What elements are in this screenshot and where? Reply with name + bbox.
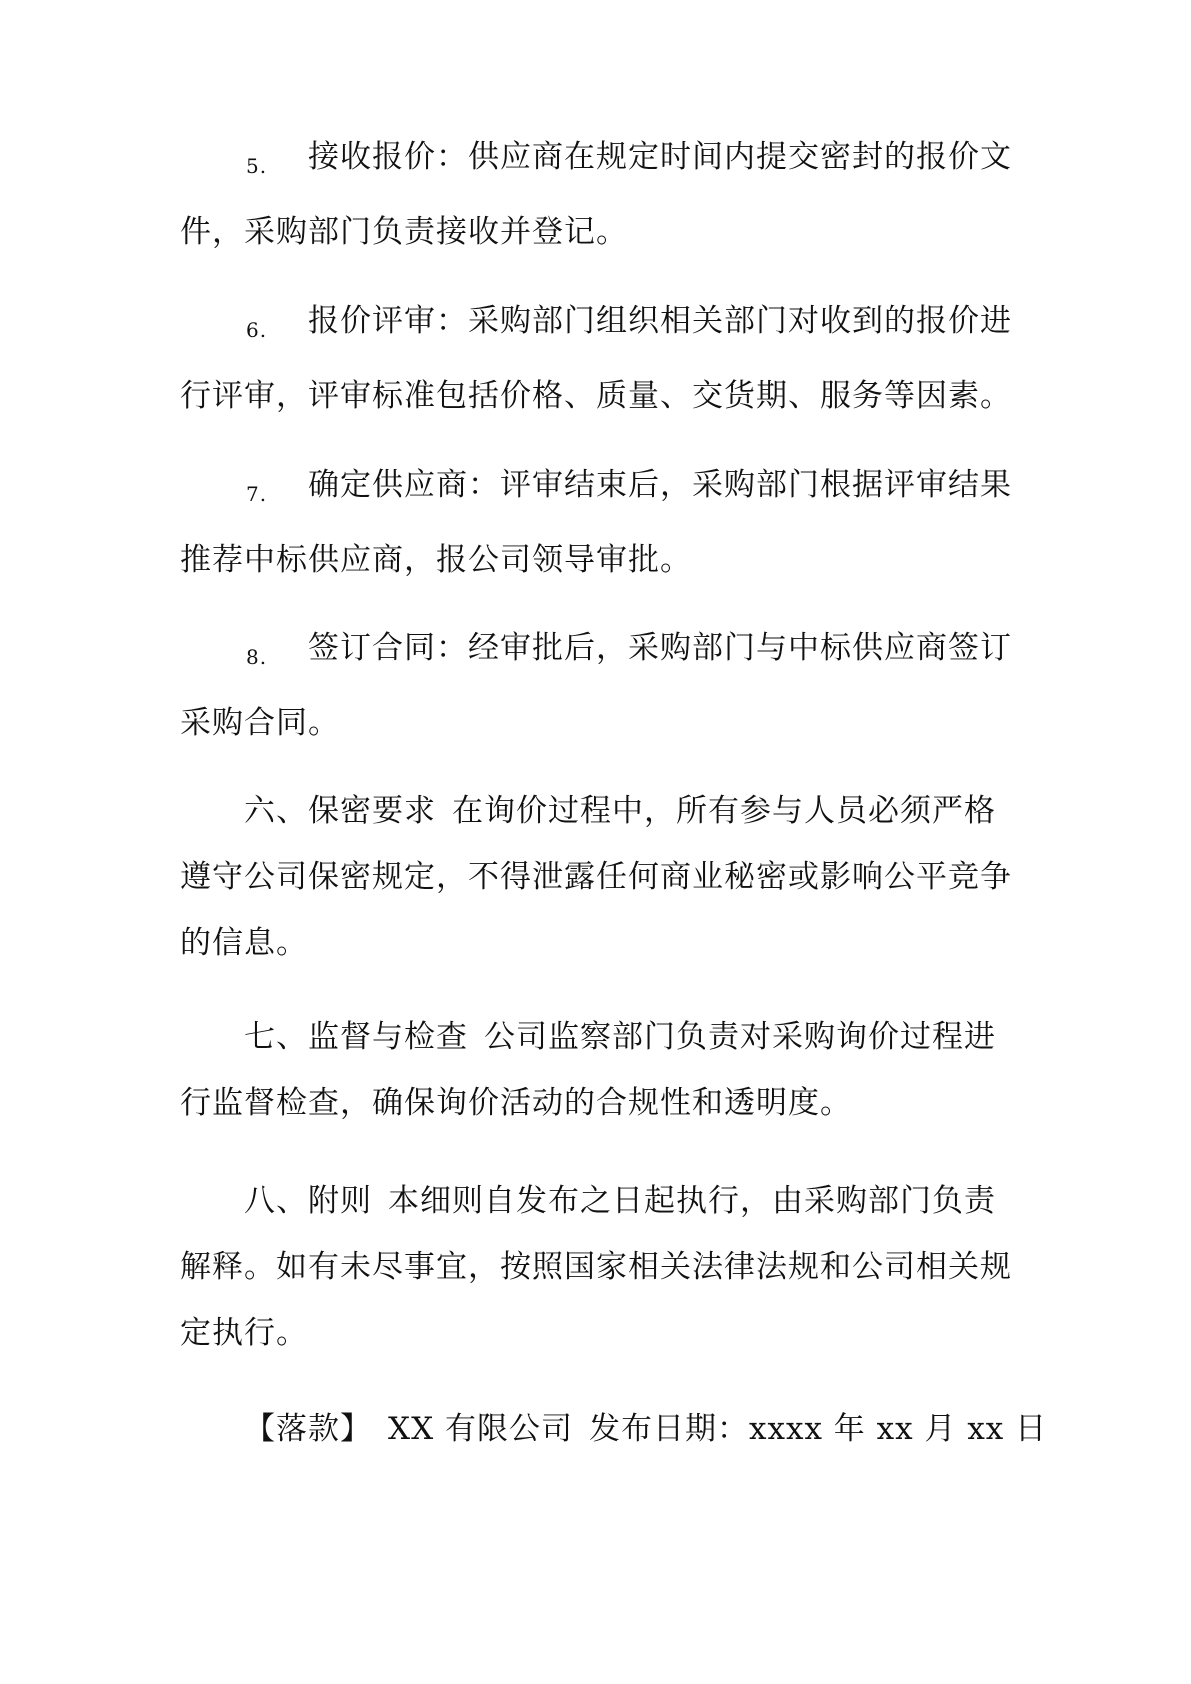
procedure-item-6: [180, 288, 1018, 429]
section-line-3: 定执行。: [180, 1315, 308, 1351]
section-line-1: [180, 1168, 1018, 1234]
procedure-item-5: [180, 124, 1018, 265]
date-value: xxxx 年 xx 月 xx 日: [749, 1411, 1048, 1447]
section-line-3: 的信息。: [180, 925, 308, 961]
item-line-1: [180, 124, 1018, 199]
item-text: 报价评审：采购部门组织相关部门对收到的报价进: [308, 303, 1012, 339]
signature-label: 【落款】: [244, 1411, 372, 1447]
section-text: 在询价过程中，所有参与人员必须严格: [452, 793, 996, 829]
item-line-2: 件，采购部门负责接收并登记。: [180, 214, 628, 250]
section-text: 本细则自发布之日起执行，由采购部门负责: [388, 1183, 996, 1219]
item-text: 接收报价：供应商在规定时间内提交密封的报价文: [308, 139, 1012, 175]
company-name: XX 有限公司: [388, 1411, 573, 1447]
item-line-1: [180, 452, 1018, 527]
section-text: 公司监察部门负责对采购询价过程进: [484, 1019, 996, 1055]
section-line-2: 行监督检查，确保询价活动的合规性和透明度。: [180, 1085, 852, 1121]
item-line-2: 推荐中标供应商，报公司领导审批。: [180, 542, 692, 578]
section-line-2: 解释。如有未尽事宜，按照国家相关法律法规和公司相关规: [180, 1249, 1012, 1285]
section-line-2: 遵守公司保密规定，不得泄露任何商业秘密或影响公平竞争: [180, 859, 1012, 895]
item-line-2: 行评审，评审标准包括价格、质量、交货期、服务等因素。: [180, 378, 1012, 414]
date-label: 发布日期：: [589, 1411, 749, 1447]
section-line-1: [180, 1004, 1018, 1070]
item-text: 确定供应商：评审结束后，采购部门根据评审结果: [308, 467, 1012, 503]
section-heading: 六、保密要求: [244, 793, 436, 829]
item-line-2: 采购合同。: [180, 705, 340, 741]
procedure-item-7: [180, 452, 1018, 593]
section-confidentiality: [180, 778, 1018, 976]
section-supplementary: [180, 1168, 1018, 1366]
item-line-1: [180, 615, 1018, 690]
signature-block: [180, 1396, 1048, 1462]
item-number: 5.: [246, 154, 268, 178]
section-heading: 八、附则: [244, 1183, 372, 1219]
item-number: 7.: [246, 482, 268, 506]
section-heading: 七、监督与检查: [244, 1019, 468, 1055]
procedure-item-8: [180, 615, 1018, 756]
item-number: 8.: [246, 645, 268, 669]
section-supervision: [180, 1004, 1018, 1136]
item-line-1: [180, 288, 1018, 363]
item-text: 签订合同：经审批后，采购部门与中标供应商签订: [308, 630, 1012, 666]
item-number: 6.: [246, 318, 268, 342]
section-line-1: [180, 778, 1018, 844]
